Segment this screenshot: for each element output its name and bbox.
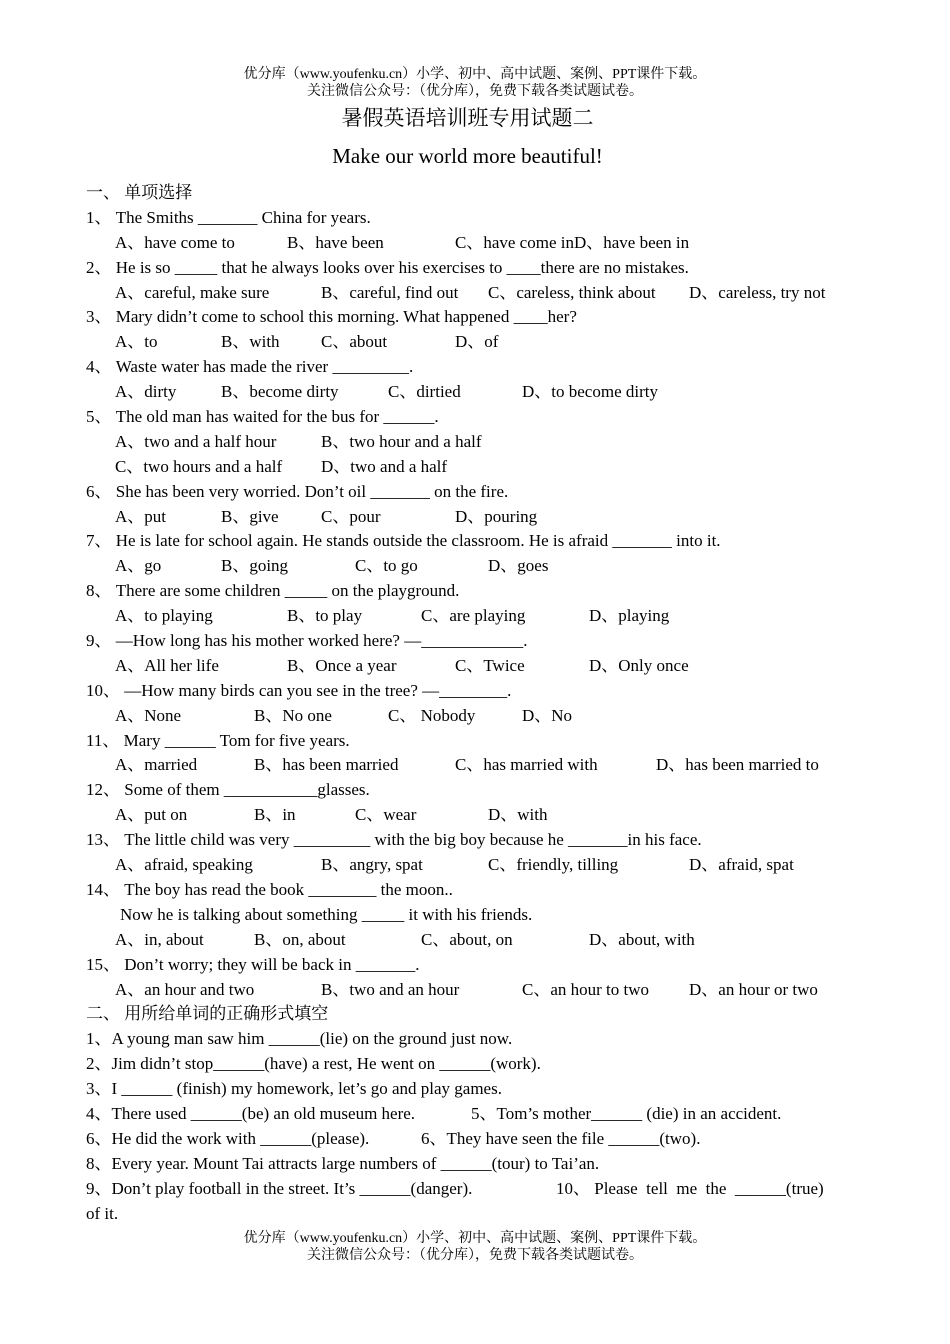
option-c: C、two hours and a half [115,456,283,476]
question-8: 8、 There are some children _____ on the playground. [86,581,460,601]
fill-line-4 [86,1102,856,1127]
option-a: A、dirty [115,382,177,402]
header-line-2: 关注微信公众号：（优分库），免费下载各类试题试卷。 [307,84,643,99]
question-3: 3、 Mary didn’t come to school this morning. What happened ____her? [86,307,577,327]
option-c: C、friendly, tilling [488,855,619,875]
question-7: 7、 He is late for school again. He stands outside the classroom. He is afraid _______ into it. [86,531,721,551]
option-c: C、has married with [455,755,598,775]
option-d: D、with [488,805,548,825]
option-a: A、put on [115,805,188,825]
option-b: B、going [221,556,289,576]
option-a: A、two and a half hour [115,431,277,451]
option-a: A、None [115,705,182,725]
title-chinese: 暑假英语培训班专用试题二 [341,106,594,130]
question-9-options [86,654,856,679]
fill-item-5: 5、Tom’s mother______ (die) in an accident. [471,1103,782,1123]
footer-line-2: 关注微信公众号：（优分库），免费下载各类试题试卷。 [307,1248,643,1263]
section-2-heading: 二、 用所给单词的正确形式填空 [86,1004,329,1024]
question-11: 11、 Mary ______ Tom for five years. [86,730,350,750]
option-a: A、All her life [115,655,219,675]
fill-line-3: 3、I ______ (finish) my homework, let’s go and play games. [86,1079,502,1099]
option-b: B、become dirty [221,382,339,402]
option-d: D、two and a half [321,456,448,476]
header-line-1: 优分库（www.youfenku.cn）小学、初中、高中试题、案例、PPT课件下载。 [243,67,707,82]
question-12: 12、 Some of them ___________glasses. [86,780,370,800]
option-c: C、pour [321,506,381,526]
question-5: 5、 The old man has waited for the bus for ______. [86,407,439,427]
question-9: 9、 —How long has his mother worked here? —____________. [86,631,528,651]
option-d: D、No [522,705,573,725]
option-a: A、married [115,755,198,775]
option-c: C、have come inD、have been in [455,232,690,252]
option-a: A、in, about [115,929,204,949]
fill-item-10: 10、 Please tell me the ______(true) [556,1178,824,1198]
option-a: A、careful, make sure [115,282,270,302]
question-5-options-row-2 [86,455,856,480]
question-2-options [86,281,856,306]
option-c: C、 Nobody [388,705,476,725]
option-b: B、two and an hour [321,979,460,999]
option-d: D、pouring [455,506,538,526]
question-6: 6、 She has been very worried. Don’t oil _______ on the fire. [86,481,509,501]
fill-line-5 [86,1127,856,1152]
fill-item-6a: 6、He did the work with ______(please). [86,1128,370,1148]
option-a: A、to playing [115,606,213,626]
option-b: B、has been married [254,755,399,775]
option-a: A、to [115,332,158,352]
option-c: C、careless, think about [488,282,656,302]
question-4-options [86,380,856,405]
question-7-options [86,554,856,579]
question-14-continuation: Now he is talking about something _____ it with his friends. [120,904,533,924]
fill-line-8: of it. [86,1203,119,1223]
option-a: A、an hour and two [115,979,255,999]
option-d: D、goes [488,556,549,576]
question-14-options [86,928,856,953]
question-13: 13、 The little child was very _________ with the big boy because he _______in his face. [86,830,702,850]
question-13-options [86,853,856,878]
fill-item-4: 4、There used ______(be) an old museum here. [86,1103,416,1123]
option-b: B、in [254,805,296,825]
question-3-options [86,330,856,355]
option-c: C、to go [355,556,418,576]
option-b: B、have been [287,232,384,252]
fill-item-9: 9、Don’t play football in the street. It’s ______(danger). [86,1178,473,1198]
option-d: D、about, with [589,929,695,949]
question-10: 10、 —How many birds can you see in the tree? —________. [86,680,512,700]
fill-line-7 [86,1177,856,1202]
question-11-options [86,753,856,778]
option-d: D、playing [589,606,670,626]
option-d: D、to become dirty [522,382,658,402]
question-10-options [86,704,856,729]
option-b: B、on, about [254,929,346,949]
question-5-options-row-1 [86,430,856,455]
question-2: 2、 He is so _____ that he always looks over his exercises to ____there are no mistakes. [86,257,689,277]
option-c: C、about, on [421,929,513,949]
option-a: A、go [115,556,162,576]
option-d: D、an hour or two [689,979,818,999]
option-d: D、careless, try not [689,282,826,302]
option-c: C、Twice [455,655,525,675]
question-15: 15、 Don’t worry; they will be back in _______. [86,954,420,974]
option-b: B、No one [254,705,332,725]
option-b: B、two hour and a half [321,431,482,451]
option-b: B、with [221,332,280,352]
question-12-options [86,803,856,828]
option-b: B、Once a year [287,655,397,675]
option-d: D、afraid, spat [689,855,794,875]
option-b: B、angry, spat [321,855,423,875]
worksheet-body [86,181,856,1226]
option-c: C、about [321,332,388,352]
page-footer [0,1230,950,1264]
fill-line-6: 8、Every year. Mount Tai attracts large numbers of ______(tour) to Tai’an. [86,1153,600,1173]
fill-item-6b: 6、They have seen the file ______(two). [421,1128,701,1148]
section-1-heading: 一、 单项选择 [86,183,193,202]
question-6-options [86,505,856,530]
footer-line-1: 优分库（www.youfenku.cn）小学、初中、高中试题、案例、PPT课件下载。 [243,1231,707,1246]
option-d: D、has been married to [656,755,819,775]
fill-line-1: 1、A young man saw him ______(lie) on the ground just now. [86,1029,513,1049]
option-d: D、of [455,332,499,352]
option-a: A、put [115,506,166,526]
question-1-options [86,231,856,256]
fill-line-2: 2、Jim didn’t stop______(have) a rest, He went on ______(work). [86,1054,541,1074]
title-english: Make our world more beautiful! [332,144,603,168]
option-b: B、give [221,506,279,526]
option-c: C、wear [355,805,417,825]
option-b: B、to play [287,606,363,626]
option-b: B、careful, find out [321,282,459,302]
question-8-options [86,604,856,629]
option-c: C、dirtied [388,382,461,402]
question-15-options [86,978,856,1003]
option-d: D、Only once [589,655,689,675]
question-14: 14、 The boy has read the book ________ the moon.. [86,879,453,899]
question-4: 4、 Waste water has made the river _________. [86,357,414,377]
option-c: C、are playing [421,606,526,626]
question-1: 1、 The Smiths _______ China for years. [86,207,371,227]
page-header [0,66,950,100]
option-c: C、an hour to two [522,979,650,999]
option-a: A、have come to [115,232,235,252]
option-a: A、afraid, speaking [115,855,253,875]
